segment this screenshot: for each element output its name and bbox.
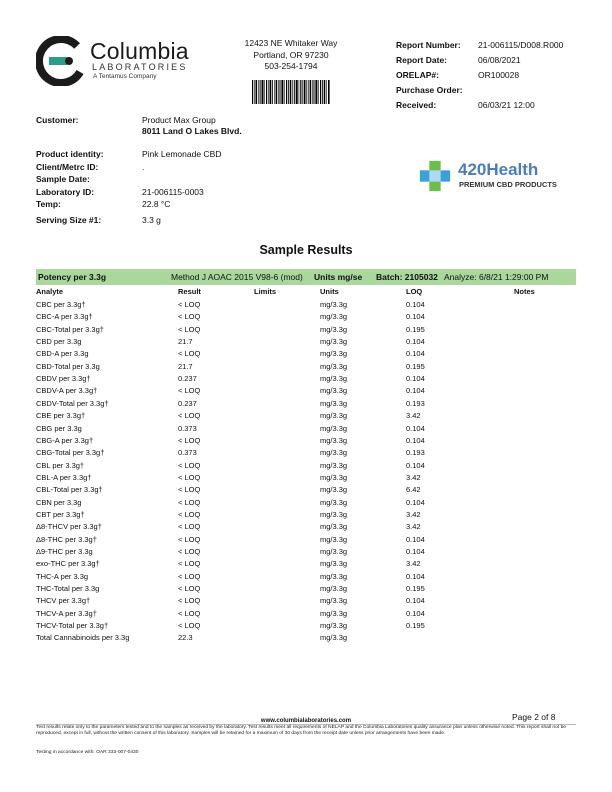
customer-address: 8011 Land O Lakes Blvd.: [142, 126, 242, 136]
customer-block: [142, 115, 242, 137]
cell-loq: 0.104: [406, 337, 425, 347]
table-row: [0, 473, 612, 485]
cell-loq: 3.42: [406, 522, 421, 532]
sample-date: [142, 173, 221, 186]
sample-date-label: Sample Date:: [36, 174, 90, 185]
cell-result: < LOQ: [178, 559, 201, 569]
cell-result: < LOQ: [178, 435, 201, 445]
cell-loq: 0.193: [406, 398, 425, 408]
cell-loq: 3.42: [406, 509, 421, 519]
cell-units: mg/3.3g: [320, 337, 348, 347]
address-line-2: Portland, OR 97230: [253, 49, 329, 60]
cell-result: < LOQ: [178, 497, 201, 507]
cell-result: < LOQ: [178, 596, 201, 606]
table-row: [0, 584, 612, 596]
cell-units: mg/3.3g: [320, 633, 348, 643]
cell-analyte: CBL per 3.3g†: [36, 460, 85, 470]
customer-label: Customer:: [36, 115, 79, 125]
cell-analyte: CBD per 3.3g: [36, 337, 82, 347]
cell-units: mg/3.3g: [320, 435, 348, 445]
cell-analyte: CBC per 3.3g†: [36, 300, 86, 309]
cell-units: mg/3.3g: [320, 522, 348, 532]
cell-loq: 0.104: [406, 460, 425, 470]
results-title: Sample Results: [259, 243, 353, 257]
orelap-label: ORELAP#:: [396, 70, 439, 80]
cell-analyte: THCV-A per 3.3g†: [36, 608, 97, 618]
cell-result: < LOQ: [178, 522, 201, 532]
laboratory-id-label: Laboratory ID:: [36, 186, 95, 197]
page-number: Page 2 of 8: [512, 712, 556, 722]
cell-loq: 0.193: [406, 448, 425, 458]
cell-units: mg/3.3g: [320, 411, 348, 421]
cell-loq: 0.195: [406, 324, 425, 334]
cell-analyte: THC-A per 3.3g: [36, 571, 89, 581]
cell-result: < LOQ: [178, 509, 201, 519]
lab-address: [232, 38, 350, 73]
cell-result: < LOQ: [178, 584, 201, 594]
table-row: [0, 337, 612, 349]
cell-result: 0.237: [178, 374, 197, 384]
col-limits: Limits: [254, 287, 277, 296]
brand-logo: [418, 157, 588, 197]
cell-analyte: Total Cannabinoids per 3.3g: [36, 633, 130, 643]
sample-info-labels: [36, 148, 104, 227]
report-labels: [396, 38, 463, 113]
cell-units: mg/3.3g: [320, 361, 348, 371]
cell-units: mg/3.3g: [320, 584, 348, 594]
cell-result: < LOQ: [178, 621, 201, 631]
potency-band: [36, 269, 576, 285]
cell-analyte: CBN per 3.3g: [36, 497, 82, 507]
cell-analyte: CBL-Total per 3.3g†: [36, 485, 103, 495]
table-row: [0, 325, 612, 337]
cell-result: 0.373: [178, 448, 197, 458]
cell-analyte: CBE per 3.3g†: [36, 411, 86, 421]
table-row: [0, 596, 612, 608]
cell-result: < LOQ: [178, 386, 201, 396]
table-row: [0, 559, 612, 571]
cell-units: mg/3.3g: [320, 509, 348, 519]
client-id-label: Client/Metrc ID:: [36, 161, 99, 172]
cell-analyte: CBG per 3.3g: [36, 423, 82, 433]
cell-loq: 0.104: [406, 608, 425, 618]
brand-name: 420Health: [458, 160, 539, 179]
cell-analyte: CBC-Total per 3.3g†: [36, 324, 104, 334]
cell-loq: 0.104: [406, 596, 425, 606]
cell-units: mg/3.3g: [320, 547, 348, 556]
cell-analyte: Δ9-THC per 3.3g: [36, 547, 93, 556]
sample-info-values: [142, 148, 221, 227]
lab-subname: LABORATORIES: [92, 62, 188, 72]
cell-result: < LOQ: [178, 411, 201, 421]
cell-analyte: THCV-Total per 3.3g†: [36, 621, 109, 631]
cell-analyte: CBD-A per 3.3g: [36, 349, 89, 359]
orelap-number: OR100028: [478, 70, 520, 80]
table-row: [0, 436, 612, 448]
cell-result: < LOQ: [178, 547, 201, 556]
cell-analyte: THCV per 3.3g†: [36, 596, 91, 606]
analyze-label: Analyze: 6/8/21 1:29:00 PM: [444, 272, 549, 282]
cell-loq: 0.104: [406, 423, 425, 433]
cell-analyte: CBT per 3.3g†: [36, 509, 85, 519]
customer-name: Product Max Group: [142, 115, 216, 125]
cell-loq: 0.104: [406, 435, 425, 445]
cell-units: mg/3.3g: [320, 571, 348, 581]
cell-loq: 0.195: [406, 621, 425, 631]
table-row: [0, 510, 612, 522]
cell-analyte: CBG-A per 3.3g†: [36, 435, 94, 445]
cell-loq: 3.42: [406, 411, 421, 421]
cell-units: mg/3.3g: [320, 324, 348, 334]
table-row: [0, 633, 612, 645]
purchase-order: [478, 83, 563, 98]
barcode: [252, 80, 330, 104]
col-units: Units: [320, 287, 339, 296]
col-result: Result: [178, 287, 201, 296]
cell-loq: 0.195: [406, 584, 425, 594]
cell-analyte: CBD-Total per 3.3g: [36, 361, 100, 371]
table-row: [0, 535, 612, 547]
cell-units: mg/3.3g: [320, 596, 348, 606]
table-row: [0, 609, 612, 621]
cell-result: 0.237: [178, 398, 197, 408]
cell-analyte: CBDV per 3.3g†: [36, 374, 91, 384]
cell-units: mg/3.3g: [320, 497, 348, 507]
results-header: [0, 287, 612, 299]
temp-label: Temp:: [36, 199, 61, 210]
cell-analyte: exo-THC per 3.3g†: [36, 559, 100, 569]
cell-units: mg/3.3g: [320, 485, 348, 495]
cell-analyte: Δ8-THCV per 3.3g†: [36, 522, 102, 532]
client-id: .: [142, 161, 145, 172]
cell-analyte: CBL-A per 3.3g†: [36, 472, 92, 482]
laboratory-id: 21-006115-0003: [142, 186, 204, 197]
product-identity-label: Product identity:: [36, 149, 104, 159]
cell-units: mg/3.3g: [320, 534, 348, 544]
col-loq: LOQ: [406, 287, 423, 296]
report-date-label: Report Date:: [396, 55, 448, 65]
serving-size-label: Serving Size #1:: [36, 214, 102, 225]
cell-units: mg/3.3g: [320, 386, 348, 396]
cell-loq: 0.104: [406, 534, 425, 544]
cell-units: mg/3.3g: [320, 559, 348, 569]
brand-sub: PREMIUM CBD PRODUCTS: [459, 180, 557, 189]
cell-units: mg/3.3g: [320, 621, 348, 631]
cell-loq: 0.104: [406, 300, 425, 309]
table-row: [0, 522, 612, 534]
cell-result: 0.373: [178, 423, 197, 433]
cell-units: mg/3.3g: [320, 423, 348, 433]
cell-result: < LOQ: [178, 485, 201, 495]
cell-loq: 0.104: [406, 497, 425, 507]
lab-tagline: A Tentamus Company: [93, 73, 157, 80]
report-date: 06/08/2021: [478, 55, 521, 65]
footer-disclaimer: Test results relate only to the parameters tested and to the samples as received by the laboratory. Test results meet all requirements of NELAP and the Columbia Laboratories quality assurance plan unless otherwise noted. This report shall not be reproduced, except in full, without the written consent of this laboratory. Samples will be retained for a maximum of 30 days from the receipt date unless prior arrangements have been made.: [36, 725, 567, 737]
cell-loq: 0.104: [406, 349, 425, 359]
received-label: Received:: [396, 100, 437, 110]
table-row: [0, 399, 612, 411]
cell-analyte: THC-Total per 3.3g: [36, 584, 100, 594]
col-analyte: Analyte: [36, 287, 64, 296]
purchase-order-label: Purchase Order:: [396, 85, 463, 95]
units-label: Units mg/se: [314, 272, 363, 282]
cell-result: 21.7: [178, 337, 193, 347]
cell-result: < LOQ: [178, 472, 201, 482]
cell-loq: 0.104: [406, 312, 425, 322]
cell-result: < LOQ: [178, 571, 201, 581]
table-row: [0, 374, 612, 386]
product-identity: Pink Lemonade CBD: [142, 149, 222, 159]
table-row: [0, 411, 612, 423]
cell-loq: 3.42: [406, 472, 421, 482]
cross-icon: [418, 159, 452, 193]
table-row: [0, 621, 612, 633]
cell-result: < LOQ: [178, 324, 201, 334]
cell-result: < LOQ: [178, 312, 201, 322]
potency-label: Potency per 3.3g: [38, 272, 107, 282]
cell-loq: 0.195: [406, 361, 425, 371]
batch-label: Batch: 2105032: [376, 272, 438, 282]
table-row: [0, 312, 612, 324]
cell-units: mg/3.3g: [320, 300, 348, 309]
cell-result: 21.7: [178, 361, 193, 371]
cell-units: mg/3.3g: [320, 374, 348, 384]
footer-url: www.columbialaboratories.com: [260, 718, 352, 724]
footer-testing: Testing in accordance with: OAR 333-007-0430: [36, 750, 139, 755]
cell-loq: 0.104: [406, 386, 425, 396]
cell-loq: 3.42: [406, 559, 421, 569]
cell-loq: 0.104: [406, 547, 425, 556]
table-row: [0, 386, 612, 398]
columbia-logo: [36, 36, 86, 86]
cell-analyte: Δ8-THC per 3.3g†: [36, 534, 97, 544]
col-notes: Notes: [514, 287, 535, 296]
report-values: [478, 38, 563, 113]
cell-analyte: CBC-A per 3.3g†: [36, 312, 93, 322]
serving-size: 3.3 g: [142, 214, 161, 225]
cell-units: mg/3.3g: [320, 448, 348, 458]
cell-result: < LOQ: [178, 460, 201, 470]
table-row: [0, 448, 612, 460]
cell-loq: 0.104: [406, 374, 425, 384]
cell-analyte: CBG-Total per 3.3g†: [36, 448, 105, 458]
cell-loq: 6.42: [406, 485, 421, 495]
cell-result: < LOQ: [178, 349, 201, 359]
lab-phone: 503-254-1794: [264, 61, 318, 71]
table-row: [0, 362, 612, 374]
table-row: [0, 485, 612, 497]
report-number-label: Report Number:: [396, 40, 461, 50]
lab-name: Columbia: [90, 38, 189, 64]
cell-analyte: CBDV-Total per 3.3g†: [36, 398, 109, 408]
address-line-1: 12423 NE Whitaker Way: [244, 38, 338, 48]
temp-value: 22.8 °C: [142, 199, 171, 210]
table-row: [0, 498, 612, 510]
cell-result: < LOQ: [178, 534, 201, 544]
method-label: Method J AOAC 2015 V98-6 (mod): [171, 272, 303, 282]
cell-result: < LOQ: [178, 300, 201, 309]
received-date: 06/03/21 12:00: [478, 100, 535, 110]
cell-units: mg/3.3g: [320, 460, 348, 470]
cell-analyte: CBDV-A per 3.3g†: [36, 386, 98, 396]
table-row: [0, 572, 612, 584]
report-number: 21-006115/D008.R000: [478, 40, 564, 50]
table-row: [0, 461, 612, 473]
cell-loq: 0.104: [406, 571, 425, 581]
table-row: [0, 349, 612, 361]
table-row: [0, 547, 612, 559]
cell-units: mg/3.3g: [320, 608, 348, 618]
table-row: [0, 424, 612, 436]
cell-units: mg/3.3g: [320, 312, 348, 322]
table-row: [0, 300, 612, 312]
cell-result: < LOQ: [178, 608, 201, 618]
cell-units: mg/3.3g: [320, 472, 348, 482]
cell-result: 22.3: [178, 633, 193, 643]
cell-units: mg/3.3g: [320, 349, 348, 359]
cell-units: mg/3.3g: [320, 398, 348, 408]
